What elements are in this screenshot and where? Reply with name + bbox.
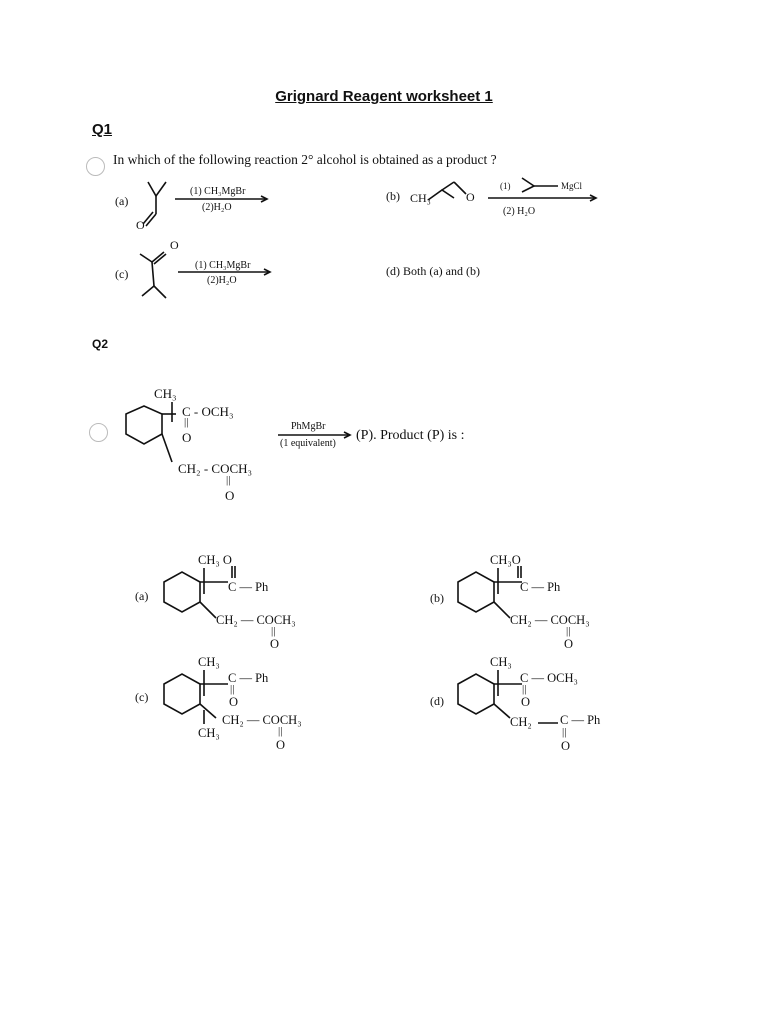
q2-product-text: (P). Product (P) is :: [356, 428, 465, 443]
q2-d-c: C — OCH₃: [520, 671, 578, 685]
q1-a-oxygen: O: [136, 218, 145, 232]
q2-option-c-label: (c): [135, 690, 149, 704]
q2-b-top: CH₃O: [490, 553, 521, 567]
q2-option-b-label: (b): [430, 591, 444, 605]
page-title: Grignard Reagent worksheet 1: [275, 88, 493, 105]
q2-d-side-c: C — Ph: [560, 713, 601, 727]
q2-c-top: CH₃: [198, 655, 220, 669]
q2-c-o: O: [276, 738, 286, 752]
q2-c-side-bond: ||: [278, 725, 283, 737]
q2-b-c: C — Ph: [520, 580, 561, 594]
q1-radio-button[interactable]: [86, 157, 105, 176]
q1-option-c-label: (c): [115, 267, 129, 281]
q1-a-reagent-1: (1) CH₃MgBr: [190, 186, 246, 197]
q1-a-reagent-2: (2)H₂O: [202, 202, 232, 213]
q2-option-d-label: (d): [430, 694, 444, 708]
q2-c-c-o: O: [229, 695, 239, 709]
q2-b-side: CH₂ — COCH₃: [510, 613, 590, 627]
q2-radio-button[interactable]: [89, 423, 108, 442]
q2-a-o: O: [270, 637, 280, 651]
question-1-label: Q1: [92, 121, 113, 138]
q1-option-d-label: (d) Both (a) and (b): [386, 264, 480, 278]
q1-b-grignard: MgCl: [561, 181, 583, 191]
q2-reactant-ester-o: O: [182, 430, 192, 445]
question-2-label: Q2: [92, 337, 109, 351]
q2-d-top: CH₃: [490, 655, 512, 669]
q1-c-oxygen: O: [170, 238, 179, 252]
q2-d-c-bond: ||: [522, 683, 527, 695]
q2-d-c-o: O: [521, 695, 531, 709]
q2-d-bond: [538, 721, 560, 725]
q2-reactant-side: CH₂ - COCH₃: [178, 461, 253, 476]
q1-b-reagent-1: (1): [500, 181, 511, 191]
q2-reagent: PhMgBr: [291, 421, 326, 432]
question-1-stem: In which of the following reaction 2° alcohol is obtained as a product ?: [113, 152, 497, 167]
q1-b-isopropyl: [520, 176, 560, 194]
q2-a-c: C — Ph: [228, 580, 269, 594]
q2-b-side-bond: ||: [566, 625, 571, 637]
q2-a-top: CH₃ O: [198, 553, 232, 567]
q2-a-side: CH₂ — COCH₃: [216, 613, 296, 627]
q2-reactant-ester-bond: ||: [184, 416, 189, 428]
q2-option-a-label: (a): [135, 589, 149, 603]
q2-a-side-bond: ||: [271, 625, 276, 637]
q2-reactant-ester: C - OCH₃: [182, 404, 234, 419]
q2-b-o: O: [564, 637, 574, 651]
q2-c-side: CH₂ — COCH₃: [222, 713, 302, 727]
q2-c-bottom: CH₃: [198, 726, 220, 740]
q2-d-o: O: [561, 739, 571, 753]
q1-option-b-label: (b): [386, 189, 400, 203]
q1-b-arrow: [488, 195, 600, 203]
q1-b-structure: [428, 178, 468, 208]
q2-reactant-side-bond: ||: [226, 474, 231, 486]
q1-b-ch3: CH₃: [410, 191, 431, 205]
q2-c-c: C — Ph: [228, 671, 269, 685]
q1-c-reagent-1: (1) CH₃MgBr: [195, 260, 251, 271]
q2-reagent-note: (1 equivalent): [280, 438, 336, 449]
q1-b-oxygen: O: [466, 190, 475, 204]
q2-reactant-ch3: CH₃: [154, 386, 177, 401]
q1-c-reagent-2: (2)H₂O: [207, 275, 237, 286]
q2-c-c-bond: ||: [230, 683, 235, 695]
q2-d-side-bond: ||: [562, 726, 567, 738]
q2-d-side-ch2: CH₂: [510, 715, 532, 729]
q2-reactant-side-o: O: [225, 488, 235, 503]
q1-b-reagent-2: (2) H₂O: [503, 206, 536, 217]
q1-option-a-label: (a): [115, 194, 129, 208]
